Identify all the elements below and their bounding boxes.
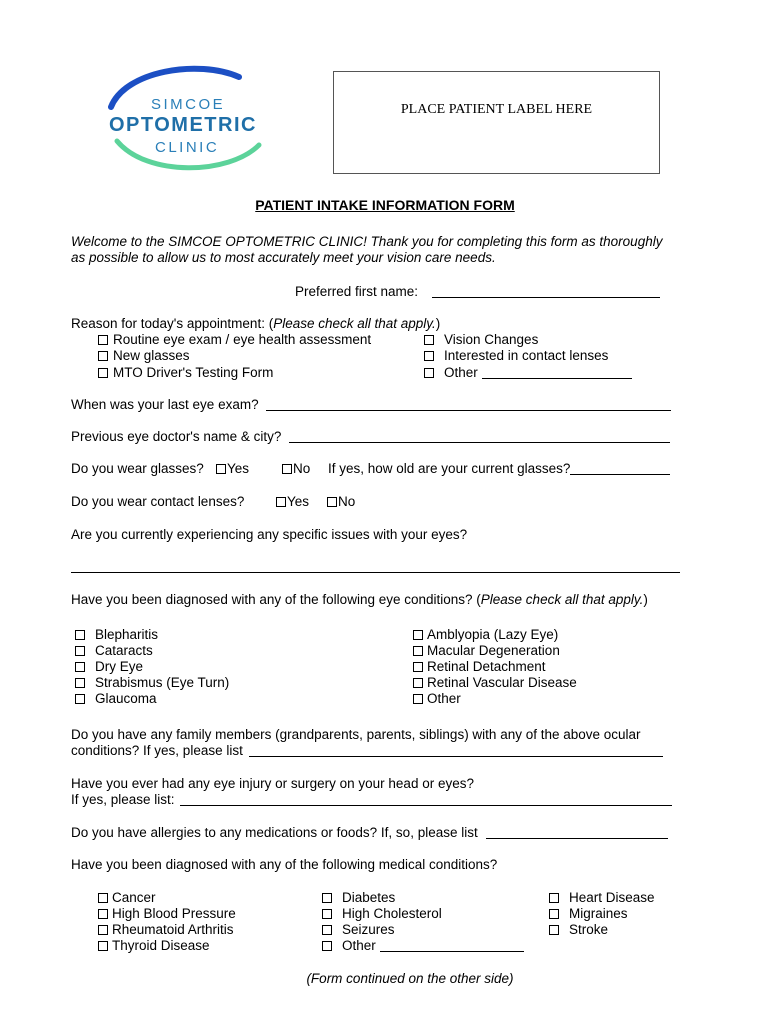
prev-doctor-field[interactable] [289,430,670,443]
checkbox[interactable] [276,497,286,507]
reason-option[interactable] [424,348,608,363]
eye-condition-option[interactable] [413,675,577,690]
medical-option[interactable] [549,922,608,937]
last-exam-field[interactable] [266,398,671,411]
family-field[interactable] [249,744,663,757]
reason-option[interactable] [424,365,632,380]
medical-option-label: Stroke [569,922,609,937]
eye-condition-label: Glaucoma [95,691,157,706]
checkbox[interactable] [413,646,423,656]
checkbox[interactable] [75,662,85,672]
medical-option-label: Diabetes [342,890,396,905]
eye-conditions-suffix: ) [643,592,648,607]
eye-condition-option[interactable] [413,643,560,658]
checkbox[interactable] [549,893,559,903]
reason-option[interactable] [98,348,190,363]
checkbox[interactable] [549,909,559,919]
reason-heading [71,316,440,331]
checkbox[interactable] [98,925,108,935]
contacts-no-label: No [338,494,356,509]
checkbox[interactable] [322,925,332,935]
reason-option-label: Vision Changes [444,332,539,347]
medical-option[interactable] [98,938,210,953]
glasses-yes-label: Yes [227,461,250,476]
eye-condition-option[interactable] [75,691,157,706]
reason-option-label: Other [444,365,478,380]
checkbox[interactable] [322,893,332,903]
eye-condition-option[interactable] [75,627,158,642]
eye-condition-label: Cataracts [95,643,153,658]
reason-option-label: New glasses [113,348,190,363]
medical-option-label: Other [342,938,376,953]
checkbox[interactable] [98,335,108,345]
eye-conditions-italic: Please check all that apply. [480,592,644,607]
eye-condition-option[interactable] [75,643,153,658]
welcome-line2: as possible to allow us to most accurately meet your vision care needs. [71,250,496,265]
contacts-yes[interactable] [276,494,309,509]
glasses-no[interactable] [282,461,310,476]
allergies-label: Do you have allergies to any medications or foods? If, so, please list [71,825,478,840]
eye-condition-label: Retinal Vascular Disease [427,675,577,690]
eye-condition-label: Retinal Detachment [427,659,546,674]
reason-prefix: Reason for today's appointment: ( [71,316,274,331]
glasses-age-field[interactable] [570,462,670,475]
medical-option[interactable] [322,938,524,953]
medical-option-label: Thyroid Disease [112,938,210,953]
medical-option-label: Seizures [342,922,395,937]
logo-line2: OPTOMETRIC [109,114,257,136]
preferred-name-row [295,284,660,299]
medical-option-label: Cancer [112,890,156,905]
reason-option[interactable] [424,332,538,347]
glasses-followup-row [328,461,670,476]
checkbox[interactable] [413,678,423,688]
medical-option[interactable] [549,906,628,921]
checkbox[interactable] [322,941,332,951]
medical-option-label: High Blood Pressure [112,906,236,921]
checkbox[interactable] [216,464,226,474]
medical-option[interactable] [98,922,234,937]
checkbox[interactable] [413,630,423,640]
glasses-followup-label: If yes, how old are your current glasses? [328,461,571,476]
injury-row [71,792,672,807]
issues-question: Are you currently experiencing any specific issues with your eyes? [71,527,468,542]
checkbox[interactable] [75,678,85,688]
checkbox[interactable] [424,351,434,361]
medical-option-label: High Cholesterol [342,906,442,921]
welcome-line1: Welcome to the SIMCOE OPTOMETRIC CLINIC! Thank you for completing this form as thoroughly [71,234,663,249]
checkbox[interactable] [327,497,337,507]
allergies-field[interactable] [486,826,668,839]
allergies-row [71,825,668,840]
medical-other-field[interactable] [380,939,524,952]
medical-option[interactable] [549,890,655,905]
eye-condition-label: Amblyopia (Lazy Eye) [427,627,559,642]
medical-option[interactable] [322,922,395,937]
glasses-no-label: No [293,461,311,476]
checkbox[interactable] [413,662,423,672]
checkbox[interactable] [75,694,85,704]
checkbox[interactable] [282,464,292,474]
form-title: PATIENT INTAKE INFORMATION FORM [255,197,515,213]
checkbox[interactable] [98,909,108,919]
logo-line1: SIMCOE [151,96,226,113]
injury-field[interactable] [180,793,672,806]
reason-suffix: ) [435,316,441,331]
eye-condition-option[interactable] [413,659,546,674]
prev-doctor-label: Previous eye doctor's name & city? [71,429,282,444]
checkbox[interactable] [549,925,559,935]
medical-option[interactable] [322,906,442,921]
preferred-name-field[interactable] [432,285,660,298]
eye-condition-option[interactable] [75,659,143,674]
glasses-question: Do you wear glasses? [71,461,204,476]
clinic-logo [103,65,278,180]
contacts-question: Do you wear contact lenses? [71,494,245,509]
medical-question: Have you been diagnosed with any of the following medical conditions? [71,857,498,872]
eye-condition-label: Dry Eye [95,659,144,674]
eye-conditions-heading [71,592,648,607]
eye-condition-label: Blepharitis [95,627,159,642]
reason-option-label: Interested in contact lenses [444,348,609,363]
family-line1: Do you have any family members (grandparents, parents, siblings) with any of the above ocular [71,727,641,742]
patient-label-text: PLACE PATIENT LABEL HERE [400,102,593,117]
checkbox[interactable] [413,694,423,704]
reason-italic: Please check all that apply. [273,316,436,331]
preferred-name-label: Preferred first name: [295,284,419,299]
eye-condition-label: Macular Degeneration [427,643,560,658]
logo-line3: CLINIC [155,139,220,156]
reason-option-label: Routine eye exam / eye health assessment [113,332,372,347]
checkbox[interactable] [75,630,85,640]
glasses-yes[interactable] [216,461,249,476]
medical-option-label: Heart Disease [569,890,655,905]
eye-condition-option[interactable] [413,627,558,642]
checkbox[interactable] [98,368,108,378]
contacts-yes-label: Yes [287,494,310,509]
family-line2: conditions? If yes, please list [71,743,243,758]
eye-conditions-prefix: Have you been diagnosed with any of the following eye conditions? ( [71,592,481,607]
last-exam-row [71,397,671,412]
checkbox[interactable] [98,941,108,951]
checkbox[interactable] [98,893,108,903]
injury-line2: If yes, please list: [71,792,175,807]
checkbox[interactable] [75,646,85,656]
eye-condition-label: Other [427,691,461,706]
issues-field[interactable] [71,560,680,573]
family-row [71,743,663,758]
injury-line1: Have you ever had any eye injury or surgery on your head or eyes? [71,776,474,791]
checkbox[interactable] [424,368,434,378]
contacts-no[interactable] [327,494,355,509]
eye-condition-label: Strabismus (Eye Turn) [95,675,230,690]
medical-option[interactable] [98,890,156,905]
reason-option[interactable] [98,365,273,380]
checkbox[interactable] [98,351,108,361]
last-exam-label: When was your last eye exam? [71,397,259,412]
eye-condition-option[interactable] [75,675,229,690]
checkbox[interactable] [322,909,332,919]
reason-option-label: MTO Driver's Testing Form [113,365,274,380]
medical-option[interactable] [322,890,395,905]
reason-option[interactable] [98,332,371,347]
form-continued-note: (Form continued on the other side) [306,971,514,986]
checkbox[interactable] [424,335,434,345]
medical-option[interactable] [98,906,236,921]
prev-doctor-row [71,429,670,444]
medical-option-label: Rheumatoid Arthritis [112,922,234,937]
patient-label-box [333,71,660,174]
eye-condition-option[interactable] [413,691,461,706]
reason-other-field[interactable] [482,366,632,379]
medical-option-label: Migraines [569,906,628,921]
